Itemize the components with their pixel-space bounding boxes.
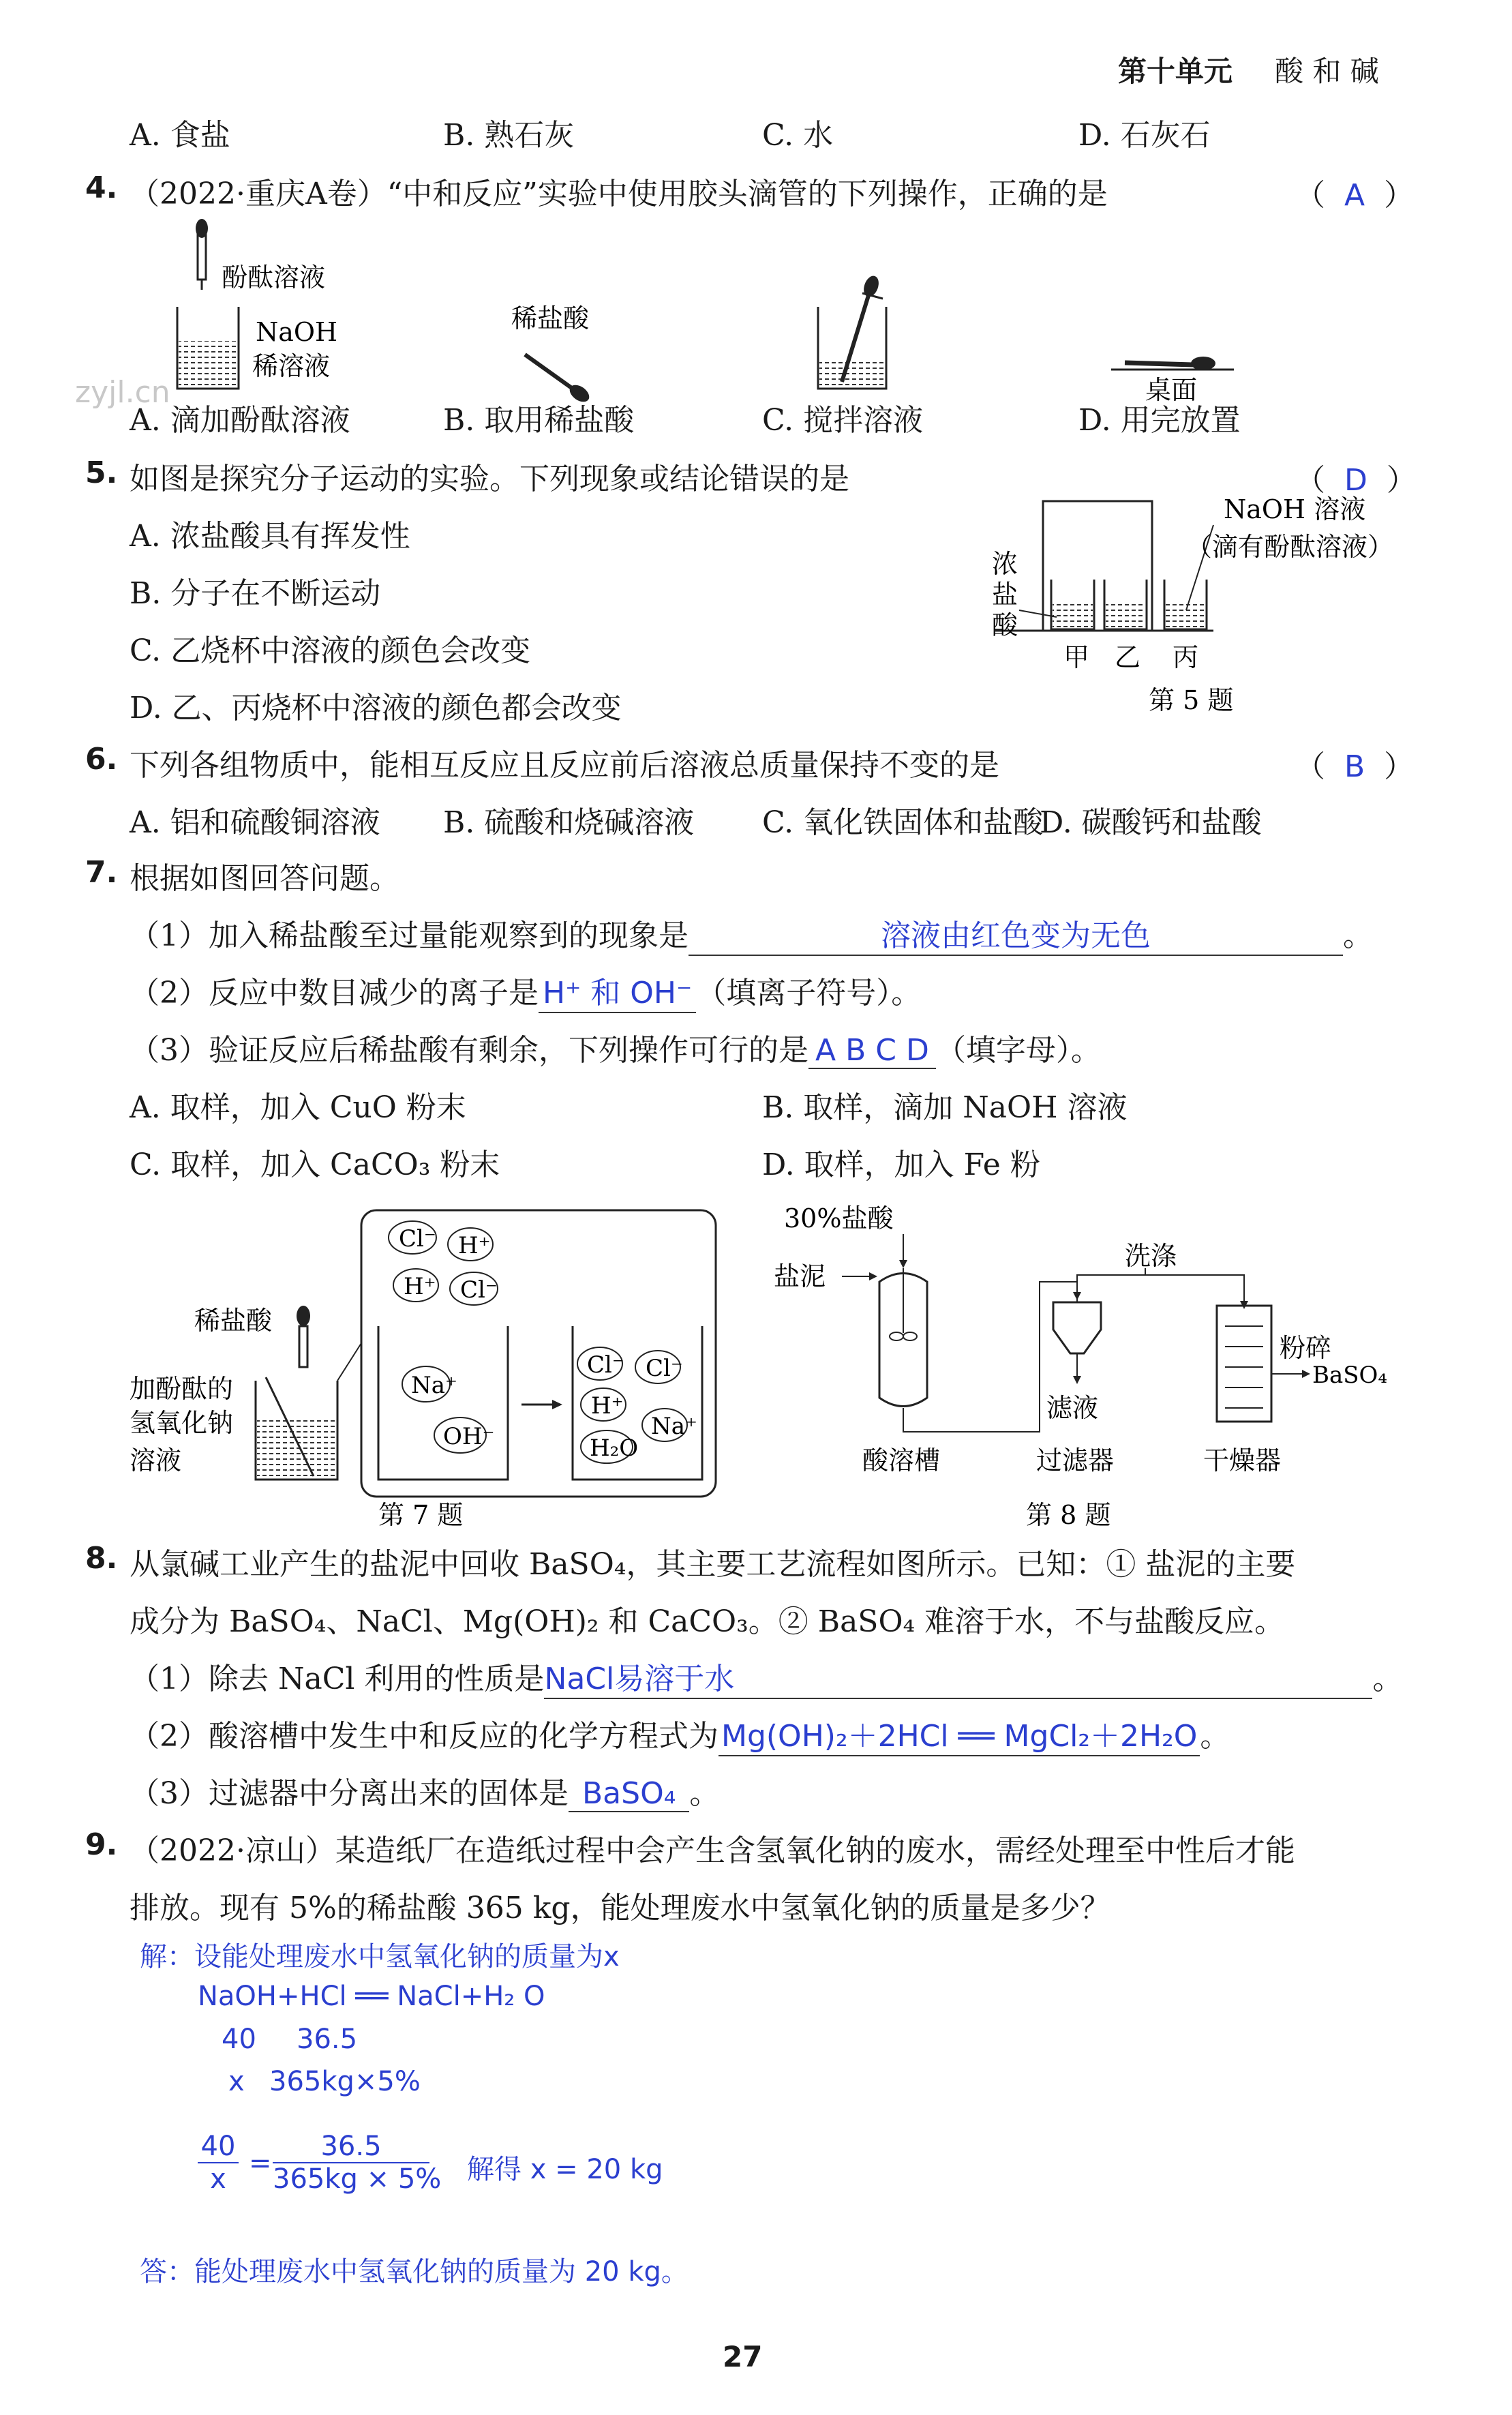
q7-caption: 第 7 题 <box>378 1500 464 1530</box>
q4-option-d: D. 用完放置 <box>1078 403 1241 438</box>
q5-label-conc1: 浓 <box>992 549 1018 579</box>
q9-equals: = <box>249 2148 272 2179</box>
q9-fraction1: 40 x <box>198 2131 239 2195</box>
q8-part3: （3）过滤器中分离出来的固体是 BaSO₄ 。 <box>130 1776 720 1811</box>
q4-option-c: C. 搅拌溶液 <box>762 403 924 438</box>
q7-option-b: B. 取样，滴加 NaOH 溶液 <box>762 1090 1128 1125</box>
header-unit: 第十单元 <box>1118 55 1233 88</box>
q4-label-desk: 桌面 <box>1145 375 1198 405</box>
q9-answer: 答：能处理废水中氢氧化钠的质量为 20 kg。 <box>140 2256 689 2288</box>
q8-caption: 第 8 题 <box>1026 1500 1111 1530</box>
q7-ion-cl-top1: Cl⁻ <box>399 1225 436 1252</box>
q4-label-naoh: NaOH <box>256 317 338 347</box>
q7-answer3: A B C D <box>808 1033 936 1069</box>
q4-fig-a <box>177 219 337 389</box>
q8-label-dryer: 干燥器 <box>1203 1445 1282 1475</box>
q7-part2: （2）反应中数目减少的离子是 H⁺ 和 OH⁻ （填离子符号）。 <box>130 968 921 1013</box>
q5-answer-bracket: （ D ） <box>1295 463 1417 498</box>
q9-stem-line1: （2022·凉山）某造纸厂在造纸过程中会产生含氢氧化钠的废水，需经处理至中性后才能 <box>130 1833 1295 1868</box>
q7-option-d: D. 取样，加入 Fe 粉 <box>762 1148 1040 1182</box>
q4-answer-bracket: （ A ） <box>1295 178 1415 213</box>
q9-number: 9. <box>85 1827 118 1862</box>
q5-caption: 第 5 题 <box>1149 685 1234 715</box>
q3-option-d: D. 石灰石 <box>1078 118 1211 153</box>
q8-label-filtrate: 滤液 <box>1046 1393 1099 1423</box>
q5-label-yi: 乙 <box>1115 642 1141 672</box>
q4-number: 4. <box>85 170 118 205</box>
q8-label-crush: 粉碎 <box>1280 1333 1332 1363</box>
q4-option-b: B. 取用稀盐酸 <box>443 403 635 438</box>
q7-ion-h-top2: H⁺ <box>404 1273 436 1300</box>
q4-stem: （2022·重庆A卷）“中和反应”实验中使用胶头滴管的下列操作，正确的是 <box>130 177 1108 211</box>
q8-part1: （1）除去 NaCl 利用的性质是NaCl易溶于水 。 <box>130 1654 1402 1699</box>
q7-answer1: 溶液由红色变为无色 <box>881 918 1151 953</box>
q5-answer: D <box>1344 463 1367 498</box>
q8-label-hcl30: 30%盐酸 <box>784 1203 894 1233</box>
q9-fraction2: 36.5 365kg × 5% <box>273 2131 442 2195</box>
q8-answer2: Mg(OH)₂＋2HCl ══ MgCl₂＋2H₂O <box>719 1711 1200 1756</box>
q6-option-b: B. 硫酸和烧碱溶液 <box>443 805 695 840</box>
q7-ion-na-left: Na⁺ <box>411 1372 457 1399</box>
q4-label-hcl: 稀盐酸 <box>511 303 590 333</box>
q4-figure <box>130 218 1357 423</box>
q6-option-d: D. 碳酸钙和盐酸 <box>1040 805 1262 840</box>
q5-label-jia: 甲 <box>1063 642 1090 672</box>
q7-ion-cl-right2: Cl⁻ <box>646 1355 683 1382</box>
q5-figure <box>988 487 1425 719</box>
q7-ion-cl-top2: Cl⁻ <box>460 1276 498 1304</box>
q3-option-a: A. 食盐 <box>130 118 230 153</box>
q5-option-a: A. 浓盐酸具有挥发性 <box>130 519 410 554</box>
q8-label-tank: 酸溶槽 <box>862 1445 941 1475</box>
q5-label-conc2: 盐 <box>992 580 1018 610</box>
q7-part1: （1）加入稀盐酸至过量能观察到的现象是 溶液由红色变为无色 。 <box>130 911 1373 956</box>
q5-number: 5. <box>85 455 118 490</box>
q8-label-filter: 过滤器 <box>1036 1445 1115 1475</box>
q8-number: 8. <box>85 1541 118 1576</box>
q4-label-phenol: 酚酞溶液 <box>222 262 326 292</box>
q7-ion-cl-right1: Cl⁻ <box>587 1351 624 1379</box>
q6-number: 6. <box>85 742 118 777</box>
q8-stem-line2: 成分为 BaSO₄、NaCl、Mg(OH)₂ 和 CaCO₃。② BaSO₄ 难溶于水，不与盐酸反应。 <box>130 1604 1285 1639</box>
q5-option-c: C. 乙烧杯中溶液的颜色会改变 <box>130 633 531 668</box>
q9-solution-intro: 解：设能处理废水中氢氧化钠的质量为x <box>140 1941 620 1972</box>
q7-option-a: A. 取样，加入 CuO 粉末 <box>130 1090 466 1125</box>
q5-stem: 如图是探究分子运动的实验。下列现象或结论错误的是 <box>130 462 849 496</box>
q9-stem-line2: 排放。现有 5%的稀盐酸 365 kg，能处理废水中氢氧化钠的质量是多少？ <box>130 1891 1110 1925</box>
q3-option-c: C. 水 <box>762 118 834 153</box>
q8-part2: （2）酸溶槽中发生中和反应的化学方程式为Mg(OH)₂＋2HCl ══ MgCl₂＋2H₂O。 <box>130 1711 1230 1756</box>
q7-label-3: 溶液 <box>130 1445 182 1475</box>
q6-option-c: C. 氧化铁固体和盐酸 <box>762 805 1044 840</box>
q5-label-phenol: （滴有酚酞溶液） <box>1186 532 1394 562</box>
q7-part3: （3）验证反应后稀盐酸有剩余，下列操作可行的是 A B C D （填字母）。 <box>130 1033 1101 1068</box>
q8-label-mud: 盐泥 <box>774 1261 826 1291</box>
q7-stem: 根据如图回答问题。 <box>130 861 399 896</box>
q9-var2: 365kg×5% <box>269 2066 421 2097</box>
q6-option-a: A. 铝和硫酸铜溶液 <box>130 805 380 840</box>
q4-fig-c <box>818 274 886 389</box>
q6-answer-bracket: （ B ） <box>1295 749 1415 784</box>
q7-number: 7. <box>85 855 118 890</box>
q4-option-a: A. 滴加酚酞溶液 <box>130 403 350 438</box>
header-topic: 酸 和 碱 <box>1275 55 1379 88</box>
q7-ion-oh-left: OH⁻ <box>443 1423 495 1450</box>
q8-stem-line1: 从氯碱工业产生的盐泥中回收 BaSO₄，其主要工艺流程如图所示。已知：① 盐泥的主要 <box>130 1547 1296 1582</box>
q8-figure <box>767 1200 1388 1530</box>
q9-var1: x <box>228 2066 245 2097</box>
q8-label-product: BaSO₄ <box>1312 1362 1388 1389</box>
q4-answer: A <box>1344 178 1365 213</box>
q8-answer1: NaCl易溶于水 <box>544 1662 735 1696</box>
q7-ion-h-top1: H⁺ <box>458 1232 491 1259</box>
q8-answer3: BaSO₄ <box>569 1776 689 1812</box>
q5-option-d: D. 乙、丙烧杯中溶液的颜色都会改变 <box>130 691 622 725</box>
q8-label-wash: 洗涤 <box>1125 1241 1177 1271</box>
q9-equation: NaOH+HCl ══ NaCl+H₂ O <box>198 1981 545 2012</box>
q6-answer: B <box>1344 749 1365 784</box>
q5-label-naoh: NaOH 溶液 <box>1224 494 1366 524</box>
page-number: 27 <box>723 2340 763 2373</box>
q7-ion-h-right: H⁺ <box>591 1392 624 1420</box>
q7-label-hcl: 稀盐酸 <box>194 1306 273 1336</box>
q4-label-naoh-dilute: 稀溶液 <box>252 351 331 381</box>
q7-option-c: C. 取样，加入 CaCO₃ 粉末 <box>130 1148 500 1182</box>
q7-ion-na-right: Na⁺ <box>651 1413 697 1440</box>
q7-answer2: H⁺ 和 OH⁻ <box>539 968 696 1013</box>
q3-option-b: B. 熟石灰 <box>443 118 575 153</box>
q4-fig-b <box>511 303 592 405</box>
q9-mass2: 36.5 <box>297 2024 358 2055</box>
q7-figure <box>126 1200 726 1530</box>
q6-stem: 下列各组物质中，能相互反应且反应前后溶液总质量保持不变的是 <box>130 748 999 783</box>
q5-label-conc3: 酸 <box>992 610 1018 640</box>
q5-label-bing: 丙 <box>1173 642 1199 672</box>
q7-ion-h2o-right: H₂O <box>590 1435 639 1462</box>
q9-result: 解得 x = 20 kg <box>467 2154 663 2185</box>
q7-label-1: 加酚酞的 <box>130 1374 234 1404</box>
q7-label-2: 氢氧化钠 <box>130 1408 234 1438</box>
q9-mass1: 40 <box>222 2024 256 2055</box>
watermark: zyjl.cn <box>75 375 170 410</box>
q5-option-b: B. 分子在不断运动 <box>130 576 381 611</box>
